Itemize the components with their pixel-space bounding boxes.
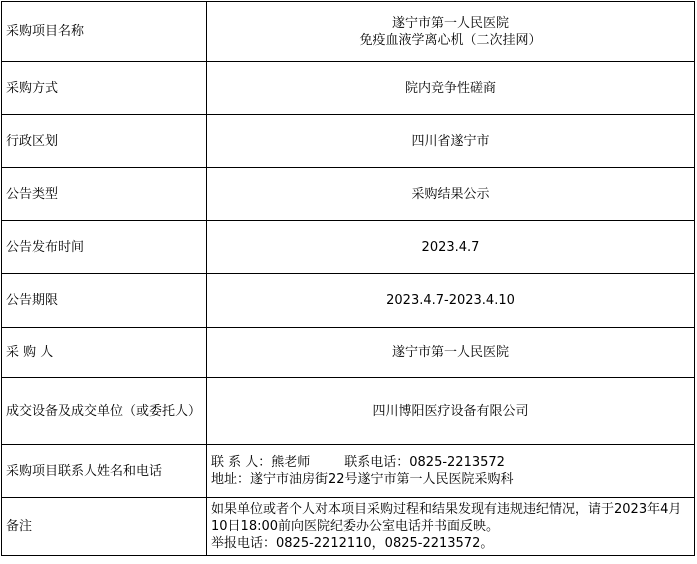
row-winner [2,378,695,445]
winner-value: 四川博阳医疗设备有限公司 [207,378,695,445]
row-period [2,274,695,328]
method-label: 采购方式 [2,62,207,115]
row-project-name [2,2,695,62]
method-value: 院内竞争性磋商 [207,62,695,115]
row-purchaser [2,328,695,378]
row-notice-type [2,168,695,221]
row-method [2,62,695,115]
procurement-notice-table [1,1,695,556]
contact-label: 采购项目联系人姓名和电话 [2,445,207,498]
contact-line1 [211,454,690,471]
contact-value [207,445,695,498]
contact-address: 地址：遂宁市油房街22号遂宁市第一人民医院采购科 [211,472,514,487]
remark-report-phone: 举报电话：0825-2212110，0825-2213572。 [211,536,494,551]
row-contact [2,445,695,498]
contact-phone: 联系电话：0825-2213572 [344,455,505,470]
notice-type-value: 采购结果公示 [207,168,695,221]
purchaser-label: 采 购 人 [2,328,207,378]
remark-text: 如果单位或者个人对本项目采购过程和结果发现有违规违纪情况，请于2023年4月10日18:00前向医院纪委办公室电话并书面反映。 [211,502,682,534]
region-value: 四川省遂宁市 [207,115,695,168]
purchaser-value: 遂宁市第一人民医院 [207,328,695,378]
period-value: 2023.4.7-2023.4.10 [207,274,695,328]
publish-time-value: 2023.4.7 [207,221,695,274]
remark-label: 备注 [2,498,207,556]
notice-type-label: 公告类型 [2,168,207,221]
period-label: 公告期限 [2,274,207,328]
remark-value [207,498,695,556]
project-name-line1: 遂宁市第一人民医院 [391,15,509,31]
row-remark [2,498,695,556]
row-region [2,115,695,168]
region-label: 行政区划 [2,115,207,168]
winner-label: 成交设备及成交单位（或委托人） [2,378,207,445]
project-name-label: 采购项目名称 [2,2,207,62]
contact-person: 联 系 人：熊老师 [211,455,311,470]
project-name-value [207,2,695,62]
row-publish-time [2,221,695,274]
publish-time-label: 公告发布时间 [2,221,207,274]
project-name-line2: 免疫血液学离心机（二次挂网） [359,32,542,48]
